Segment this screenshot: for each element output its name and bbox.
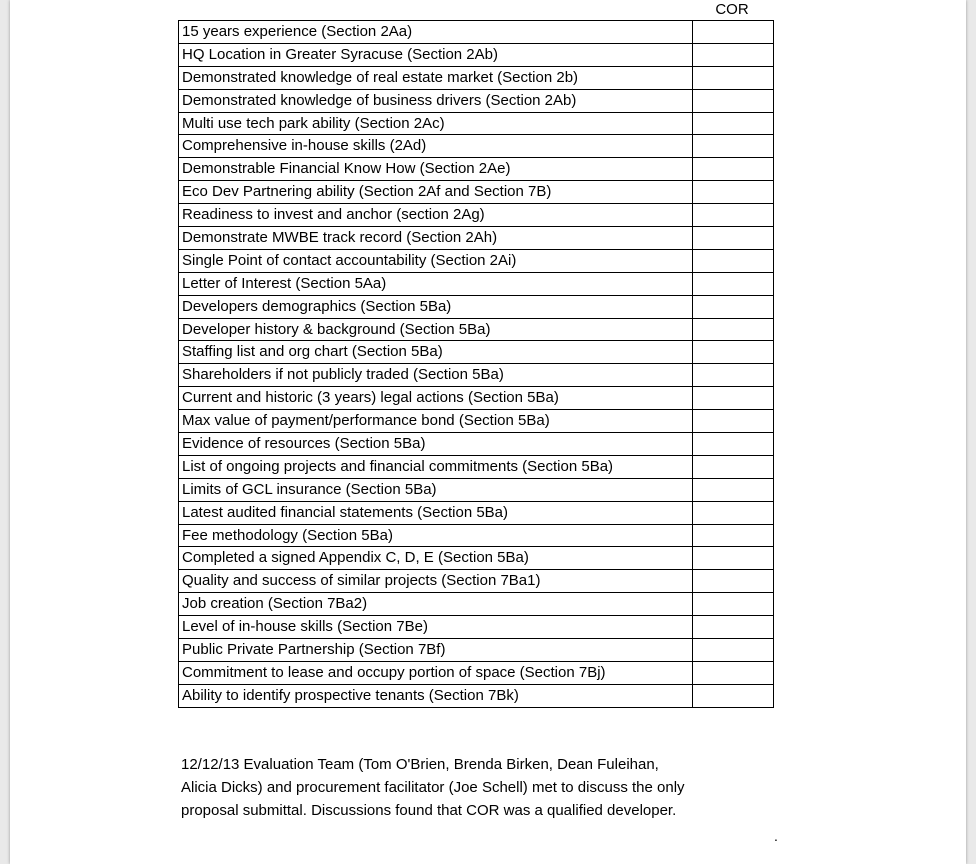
criterion-label: Ability to identify prospective tenants (Section 7Bk) [179,684,693,707]
criterion-label: Readiness to invest and anchor (section 2Ag) [179,204,693,227]
table-row [179,524,774,547]
cor-cell [693,547,774,570]
cor-cell [693,455,774,478]
cor-cell [693,524,774,547]
criterion-label: Max value of payment/performance bond (Section 5Ba) [179,410,693,433]
table-row [179,455,774,478]
criterion-label: Demonstrable Financial Know How (Section 2Ae) [179,158,693,181]
cor-cell [693,501,774,524]
evaluation-note: 12/12/13 Evaluation Team (Tom O'Brien, Brenda Birken, Dean Fuleihan, Alicia Dicks) and procurement facilitator (Joe Schell) met to discuss the only proposal submittal. Discussions found that COR was a qualified developer. [181,756,685,819]
cor-cell [693,478,774,501]
criterion-label: Staffing list and org chart (Section 5Ba) [179,341,693,364]
criterion-label: Letter of Interest (Section 5Aa) [179,272,693,295]
cor-cell [693,21,774,44]
cor-cell [693,43,774,66]
criterion-label: Demonstrated knowledge of business drivers (Section 2Ab) [179,89,693,112]
criterion-label: Level of in-house skills (Section 7Be) [179,616,693,639]
criterion-label: 15 years experience (Section 2Aa) [179,21,693,44]
table-row [179,364,774,387]
criterion-label: Comprehensive in-house skills (2Ad) [179,135,693,158]
table-row [179,249,774,272]
cor-cell [693,112,774,135]
table-row [179,295,774,318]
cor-cell [693,341,774,364]
table-row [179,570,774,593]
criterion-label: Demonstrate MWBE track record (Section 2Ah) [179,227,693,250]
table-row [179,135,774,158]
cor-cell [693,227,774,250]
table-row [179,112,774,135]
cor-cell [693,181,774,204]
table-row [179,387,774,410]
table-row [179,341,774,364]
cor-cell [693,295,774,318]
table-row [179,89,774,112]
cor-cell [693,684,774,707]
cor-cell [693,272,774,295]
criterion-label: Single Point of contact accountability (Section 2Ai) [179,249,693,272]
criteria-table [178,20,774,708]
column-header-cor: COR [715,1,749,18]
table-row [179,478,774,501]
table-row [179,433,774,456]
table-row [179,66,774,89]
cor-cell [693,570,774,593]
table-row [179,593,774,616]
criterion-label: Eco Dev Partnering ability (Section 2Af and Section 7B) [179,181,693,204]
cor-cell [693,616,774,639]
table-row [179,547,774,570]
criterion-label: Current and historic (3 years) legal actions (Section 5Ba) [179,387,693,410]
cor-cell [693,135,774,158]
cor-cell [693,204,774,227]
table-row [179,501,774,524]
criterion-label: Latest audited financial statements (Section 5Ba) [179,501,693,524]
table-row [179,318,774,341]
criterion-label: Public Private Partnership (Section 7Bf) [179,639,693,662]
cor-cell [693,661,774,684]
criterion-label: Developers demographics (Section 5Ba) [179,295,693,318]
cor-cell [693,433,774,456]
table-row [179,410,774,433]
table-row [179,227,774,250]
table-row [179,272,774,295]
criterion-label: Fee methodology (Section 5Ba) [179,524,693,547]
table-row [179,21,774,44]
document-page [10,0,966,864]
criterion-label: Multi use tech park ability (Section 2Ac) [179,112,693,135]
criterion-label: Developer history & background (Section 5Ba) [179,318,693,341]
cor-cell [693,89,774,112]
cor-cell [693,364,774,387]
table-row [179,158,774,181]
cor-cell [693,387,774,410]
criterion-label: Commitment to lease and occupy portion of space (Section 7Bj) [179,661,693,684]
criterion-label: Completed a signed Appendix C, D, E (Section 5Ba) [179,547,693,570]
criterion-label: Job creation (Section 7Ba2) [179,593,693,616]
table-row [179,684,774,707]
cor-cell [693,158,774,181]
cor-cell [693,593,774,616]
criterion-label: Quality and success of similar projects (Section 7Ba1) [179,570,693,593]
cor-cell [693,66,774,89]
criterion-label: Evidence of resources (Section 5Ba) [179,433,693,456]
table-row [179,43,774,66]
cor-cell [693,318,774,341]
table-row [179,639,774,662]
criterion-label: Shareholders if not publicly traded (Section 5Ba) [179,364,693,387]
cor-cell [693,249,774,272]
criteria-table-body [179,21,774,708]
criterion-label: Limits of GCL insurance (Section 5Ba) [179,478,693,501]
table-row [179,181,774,204]
criterion-label: Demonstrated knowledge of real estate market (Section 2b) [179,66,693,89]
table-row [179,661,774,684]
criterion-label: List of ongoing projects and financial commitments (Section 5Ba) [179,455,693,478]
table-row [179,204,774,227]
cor-cell [693,639,774,662]
stray-mark: . [774,828,778,844]
criterion-label: HQ Location in Greater Syracuse (Section 2Ab) [179,43,693,66]
cor-cell [693,410,774,433]
table-row [179,616,774,639]
